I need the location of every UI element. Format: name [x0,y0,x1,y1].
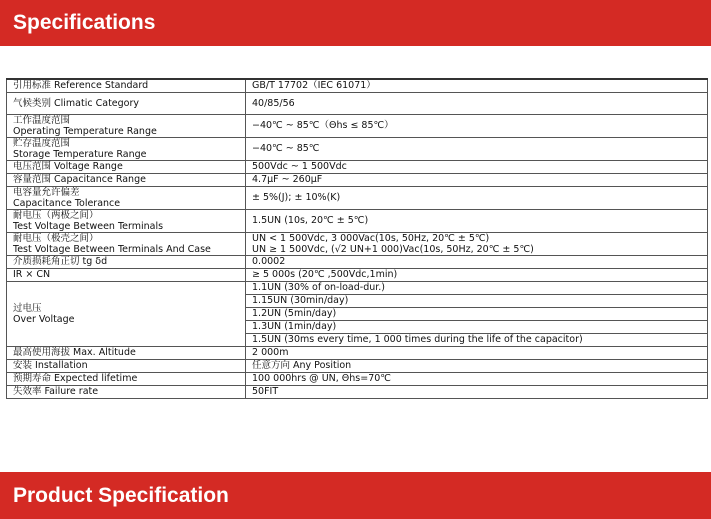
table-row [7,268,708,281]
row-value: GB/T 17702（IEC 61071） [246,79,708,92]
row-label-cn: 电容量允许偏差 [13,186,80,198]
row-label-cn: 耐电压（极壳之间） [13,232,99,244]
row-label: 容量范围 Capacitance Range [7,173,246,186]
table-row [7,160,708,173]
table-row [7,346,708,359]
table-row [7,255,708,268]
row-value: 1.5UN (30ms every time, 1 000 times during the life of the capacitor) [246,333,708,346]
row-value: 1.2UN (5min/day) [246,307,708,320]
row-label-en: Operating Temperature Range [13,125,157,137]
row-label: 安装 Installation [7,359,246,372]
row-value-line-2: UN ≥ 1 500Vdc, (√2 UN+1 000)Vac(10s, 50Hz, 20℃ ± 5℃) [252,243,534,255]
row-value: 1.5UN (10s, 20℃ ± 5℃) [246,209,708,232]
row-value: 任意方向 Any Position [246,359,708,372]
row-label-en: Storage Temperature Range [13,148,147,160]
row-label: IR × CN [7,268,246,281]
row-label: 预期寿命 Expected lifetime [7,372,246,385]
row-label [7,232,246,255]
row-label: 失效率 Failure rate [7,385,246,398]
row-label: 最高使用海拔 Max. Altitude [7,346,246,359]
table-row [7,186,708,209]
row-label: 引用标准 Reference Standard [7,79,246,92]
row-value: 100 000hrs @ UN, Θhs=70℃ [246,372,708,385]
row-value: 1.15UN (30min/day) [246,294,708,307]
table-row [7,173,708,186]
row-label-en: Capacitance Tolerance [13,197,121,209]
row-label-en: Test Voltage Between Terminals And Case [13,243,211,255]
row-value: 50FIT [246,385,708,398]
row-label-en: Over Voltage [13,313,75,325]
row-label: 介质损耗角正切 tg δd [7,255,246,268]
row-value-line-1: UN < 1 500Vdc, 3 000Vac(10s, 50Hz, 20℃ ± 5℃) [252,232,490,244]
row-label [7,114,246,137]
row-value: ± 5%(J); ± 10%(K) [246,186,708,209]
table-row [7,79,708,92]
row-label: 气候类别 Climatic Category [7,92,246,114]
table-row [7,209,708,232]
row-value: 1.1UN (30% of on-load-dur.) [246,281,708,294]
row-value: 2 000m [246,346,708,359]
row-label-cn: 耐电压（两极之间） [13,209,99,221]
row-label [7,186,246,209]
row-value: 500Vdc ~ 1 500Vdc [246,160,708,173]
table-row [7,232,708,255]
table-row [7,137,708,160]
table-row [7,114,708,137]
product-specification-header: Product Specification [0,472,711,519]
row-label: 电压范围 Voltage Range [7,160,246,173]
specifications-header: Specifications [0,0,711,46]
row-value: −40℃ ~ 85℃（Θhs ≤ 85℃） [246,114,708,137]
row-value: 0.0002 [246,255,708,268]
table-row [7,359,708,372]
table-row [7,92,708,114]
specification-table [6,78,708,399]
row-value: 40/85/56 [246,92,708,114]
row-label-cn: 过电压 [13,302,42,314]
row-label [7,137,246,160]
row-label-cn: 工作温度范围 [13,114,71,126]
row-value: 4.7μF ~ 260μF [246,173,708,186]
row-value [246,232,708,255]
row-label-cn: 贮存温度范围 [13,137,71,149]
row-label-en: Test Voltage Between Terminals [13,220,164,232]
table-row [7,372,708,385]
row-value: ≥ 5 000s (20℃ ,500Vdc,1min) [246,268,708,281]
table-row [7,281,708,294]
row-label [7,281,246,346]
row-value: −40℃ ~ 85℃ [246,137,708,160]
table-row [7,385,708,398]
row-value: 1.3UN (1min/day) [246,320,708,333]
row-label [7,209,246,232]
